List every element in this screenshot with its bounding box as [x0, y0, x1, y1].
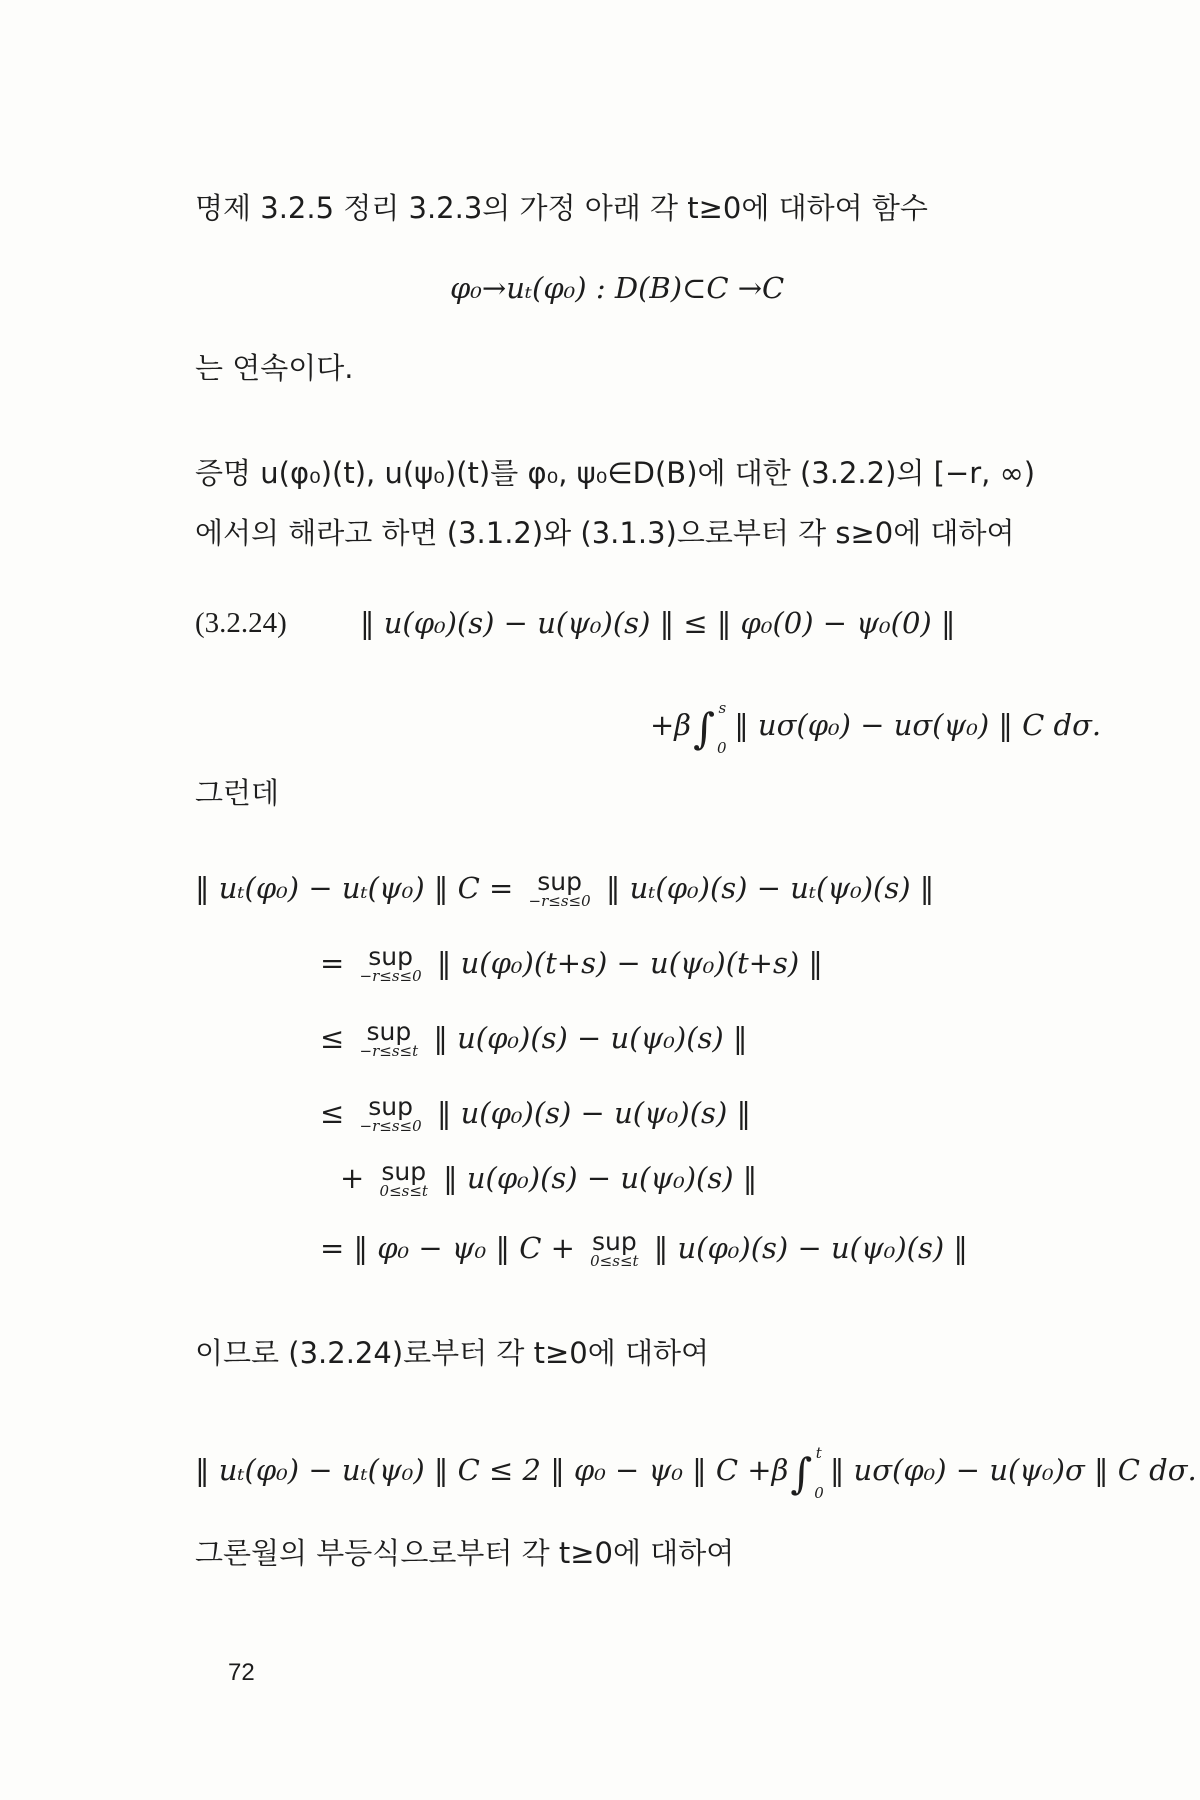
chain-line-1-left: ‖ uₜ(φ₀) − uₜ(ψ₀) ‖ C = [195, 871, 514, 905]
chain-line-1-right: ‖ uₜ(φ₀)(s) − uₜ(ψ₀)(s) ‖ [605, 871, 935, 905]
relation-symbol: = [320, 946, 345, 980]
integral-lower-limit: 0 [814, 1484, 824, 1502]
sup-operator: sup 0≤s≤t [590, 1227, 639, 1270]
chain-line-5-right: ‖ u(φ₀)(s) − u(ψ₀)(s) ‖ [443, 1161, 758, 1195]
chain-line-4-right: ‖ u(φ₀)(s) − u(ψ₀)(s) ‖ [436, 1096, 751, 1130]
relation-symbol: ≤ [320, 1096, 345, 1130]
beta-coefficient: +β [650, 708, 692, 742]
sup-operator: sup 0≤s≤t [379, 1157, 428, 1200]
map-formula: φ₀→uₜ(φ₀) : D(B)⊂C →C [450, 271, 785, 305]
proof-line-2: 에서의 해라고 하면 (3.1.2)와 (3.1.3)으로부터 각 s≥0에 대하여 [195, 516, 1015, 550]
equation-number: (3.2.24) [195, 607, 287, 639]
hence-line: 이므로 (3.2.24)로부터 각 t≥0에 대하여 [195, 1336, 710, 1370]
equation-3-2-24-line-2 [650, 690, 1101, 766]
chain-line-1 [195, 867, 935, 910]
chain-line-3-right: ‖ u(φ₀)(s) − u(ψ₀)(s) ‖ [433, 1021, 748, 1055]
then-word: 그런데 [195, 776, 280, 810]
chain-line-3 [320, 1017, 748, 1060]
chain-line-6-right: ‖ u(φ₀)(s) − u(ψ₀)(s) ‖ [653, 1231, 968, 1265]
final-inequality-right: ‖ uσ(φ₀) − u(ψ₀)σ ‖ C dσ. [829, 1453, 1197, 1487]
final-inequality-left: ‖ uₜ(φ₀) − uₜ(ψ₀) ‖ C ≤ 2 ‖ φ₀ − ψ₀ ‖ C +β [195, 1453, 789, 1487]
proof-line-1: 증명 u(φ₀)(t), u(ψ₀)(t)를 φ₀, ψ₀∈D(B)에 대한 (3.2.2)의 [−r, ∞) [195, 456, 1036, 490]
gronwall-line: 그론월의 부등식으로부터 각 t≥0에 대하여 [195, 1536, 735, 1570]
sup-operator: sup −r≤s≤0 [359, 1092, 422, 1135]
integral-sign: ∫ [790, 1449, 813, 1498]
chain-line-6-left: = ‖ φ₀ − ψ₀ ‖ C + [320, 1231, 575, 1265]
chain-line-6 [320, 1227, 968, 1270]
sup-operator: sup −r≤s≤t [359, 1017, 419, 1060]
chain-line-4 [320, 1092, 751, 1135]
relation-symbol: + [340, 1161, 365, 1195]
integral-lower-limit: 0 [716, 739, 727, 757]
sup-operator: sup −r≤s≤0 [528, 867, 591, 910]
continuity-conclusion: 는 연속이다. [195, 351, 354, 385]
integrand: ‖ uσ(φ₀) − uσ(ψ₀) ‖ C dσ. [734, 708, 1102, 742]
integral-upper-limit: t [815, 1444, 822, 1462]
equation-3-2-24-line-1: ‖ u(φ₀)(s) − u(ψ₀)(s) ‖ ≤ ‖ φ₀(0) − ψ₀(0) ‖ [360, 606, 956, 640]
integral-upper-limit: s [718, 699, 727, 717]
relation-symbol: ≤ [320, 1021, 345, 1055]
chain-line-2-right: ‖ u(φ₀)(t+s) − u(ψ₀)(t+s) ‖ [436, 946, 823, 980]
proposition-statement: 명제 3.2.5 정리 3.2.3의 가정 아래 각 t≥0에 대하여 함수 [195, 191, 928, 225]
final-inequality [195, 1435, 1197, 1511]
sup-operator: sup −r≤s≤0 [359, 942, 422, 985]
chain-line-2 [320, 942, 823, 985]
page-number: 72 [228, 1659, 255, 1686]
chain-line-5 [340, 1157, 758, 1200]
integral-sign: ∫ [693, 704, 715, 753]
